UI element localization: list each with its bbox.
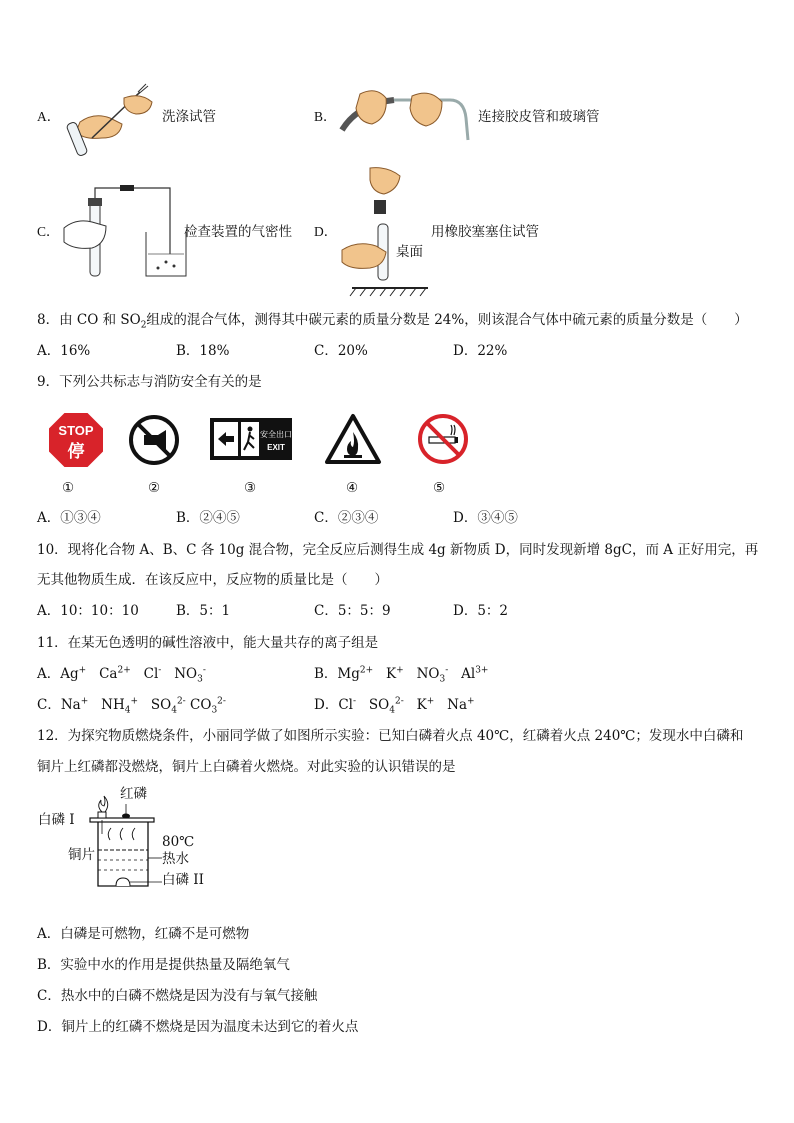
option-c: C．②③④	[314, 510, 379, 526]
airtightness-check-illustration	[62, 182, 192, 278]
option-d: D．铜片上的红磷不燃烧是因为温度未达到它的着火点	[37, 1019, 359, 1035]
option-letter: D．	[314, 224, 338, 239]
option-letter: A．	[37, 109, 61, 124]
option-text: 用橡胶塞塞住试管	[431, 224, 539, 240]
option-c: C．20%	[314, 343, 368, 359]
question-stem	[37, 311, 748, 329]
sign-number: ①	[62, 480, 75, 496]
option-a: A．①③④	[37, 510, 101, 526]
option-a: A．10：10：10	[37, 603, 139, 619]
question-stem: 10．现将化合物 A、B、C 各 10g 混合物，完全反应后测得生成 4g 新物质 D，同时发现新增 8gC，而 A 正好用完，再	[37, 542, 759, 558]
option-d: D．5：2	[453, 603, 509, 619]
question-stem-cont: 铜片上红磷都没燃烧，铜片上白磷着火燃烧。对此实验的认识错误的是	[37, 759, 456, 775]
option-c: C．5：5：9	[314, 603, 391, 619]
label-temperature: 80℃	[162, 834, 195, 850]
label-hot-water: 热水	[162, 851, 189, 867]
option-a: A．Ag+ $Ca^{2+}$ Cl- $NO_3^-$	[37, 665, 206, 685]
option-text: 检查装置的气密性	[184, 224, 292, 240]
stop-cn-text: 停	[67, 442, 85, 462]
option-text: 洗涤试管	[162, 109, 216, 125]
stem-text: 组成的混合气体，测得其中碳元素的质量分数是 24%，则该混合气体中硫元素的质量分数是（ ）	[146, 312, 748, 328]
option-a: A．白磷是可燃物，红磷不是可燃物	[37, 926, 250, 942]
exit-sign-icon	[210, 418, 292, 460]
question-number: 8．	[37, 312, 60, 328]
question-stem: 9．下列公共标志与消防安全有关的是	[37, 374, 262, 390]
stopper-test-tube-illustration	[340, 166, 432, 296]
option-d: D．Cl- $SO_4^{2-}$ K+ Na+	[314, 696, 475, 716]
question-stem: 11．在某无色透明的碱性溶液中，能大量共存的离子组是	[37, 635, 379, 651]
label-copper-plate: 铜片	[68, 847, 95, 863]
stem-text: 由 CO 和 SO	[59, 312, 141, 328]
subscript: 2	[140, 320, 147, 331]
option-c: C．热水中的白磷不燃烧是因为没有与氧气接触	[37, 988, 318, 1004]
combustion-experiment-diagram	[84, 800, 164, 892]
flammable-warning-icon	[325, 414, 381, 464]
option-letter: B．	[314, 109, 337, 124]
option-b: B．5：1	[176, 603, 231, 619]
question-stem-cont: 无其他物质生成．在该反应中，反应物的质量比是（ ）	[37, 572, 388, 588]
connecting-tube-illustration	[338, 84, 474, 144]
sign-number: ③	[244, 480, 257, 496]
stop-sign-icon	[47, 411, 105, 469]
label-white-phosphorus-2: 白磷 II	[162, 872, 204, 888]
option-b: B．②④⑤	[176, 510, 240, 526]
option-letter: C．	[37, 224, 60, 239]
exit-cn-text: 安全出口	[260, 430, 292, 439]
option-c: C．Na+ $NH_4^+$ $SO_4^{2-}$ $CO_3^{2-}$	[37, 696, 226, 716]
option-b: B．实验中水的作用是提供热量及隔绝氧气	[37, 957, 290, 973]
exit-en-text: EXIT	[267, 443, 285, 452]
label-red-phosphorus: 红磷	[120, 786, 147, 802]
no-smoking-icon	[417, 413, 469, 465]
desk-label: 桌面	[396, 244, 423, 260]
washing-test-tube-illustration	[62, 82, 158, 156]
sign-number: ②	[148, 480, 161, 496]
sign-number: ④	[346, 480, 359, 496]
option-d: D．22%	[453, 343, 508, 359]
option-d: D．③④⑤	[453, 510, 518, 526]
option-b: B．$Mg^{2+}$ K+ $NO_3^-$ $Al^{3+}$	[314, 665, 489, 685]
option-b: B．18%	[176, 343, 230, 359]
option-a: A．16%	[37, 343, 91, 359]
sign-number: ⑤	[433, 480, 446, 496]
no-horn-icon	[128, 414, 180, 466]
stop-text: STOP	[58, 423, 94, 438]
option-text: 连接胶皮管和玻璃管	[478, 109, 600, 125]
label-white-phosphorus-1: 白磷 I	[38, 812, 75, 828]
question-stem: 12．为探究物质燃烧条件，小丽同学做了如图所示实验：已知白磷着火点 40℃，红磷着火点 240℃；发现水中白磷和	[37, 728, 744, 744]
